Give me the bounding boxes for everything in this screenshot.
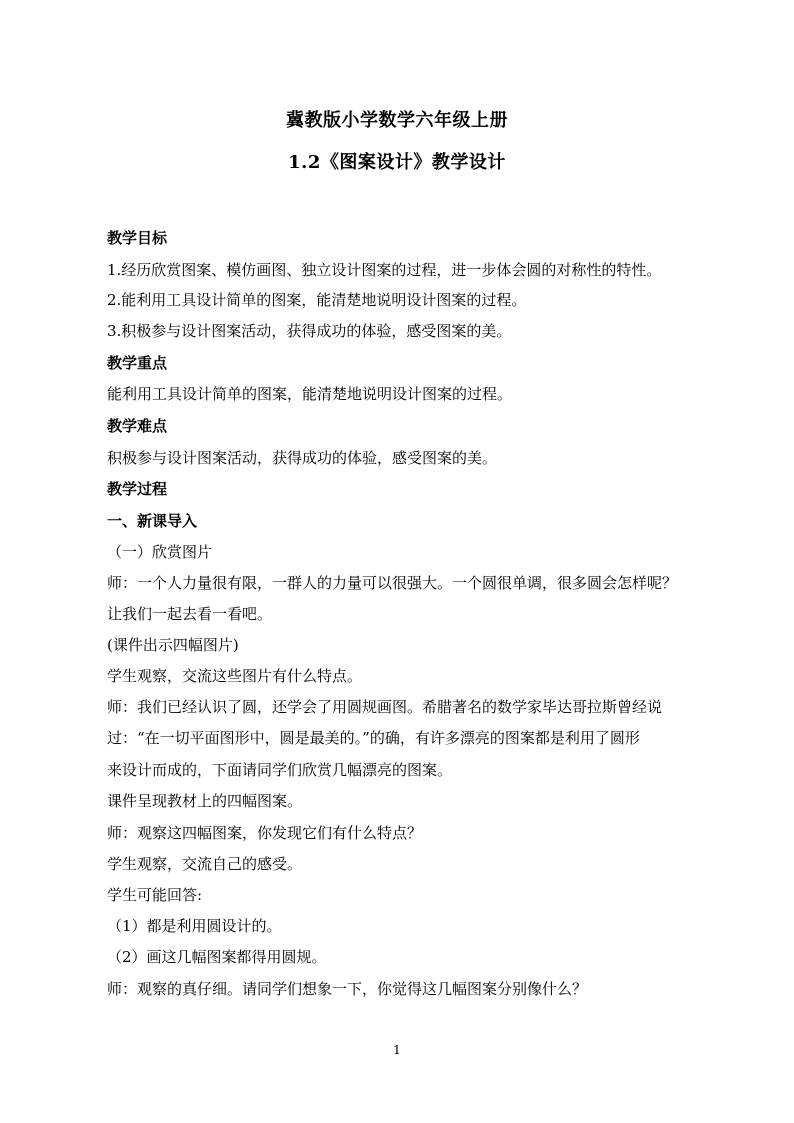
paragraph-line: 课件呈现教材上的四幅图案。	[107, 792, 303, 810]
paragraph-line: 过：“在一切平面图形中，圆是最美的。”的确，有许多漂亮的图案都是利用了圆形	[107, 729, 640, 747]
paragraph-line: 积极参与设计图案活动，获得成功的体验，感受图案的美。	[107, 449, 498, 467]
section-heading-process: 教学过程	[107, 480, 168, 498]
document-subtitle: 1.2《图案设计》教学设计	[288, 152, 506, 173]
paragraph-line: 学生可能回答:	[107, 886, 203, 904]
document-title: 冀教版小学数学六年级上册	[286, 110, 508, 131]
subsection-heading: 一、新课导入	[107, 512, 198, 530]
objective-item-1: 1.经历欣赏图案、模仿画图、独立设计图案的过程，进一步体会圆的对称性的特性。	[107, 261, 662, 279]
paragraph-line: 学生观察，交流这些图片有什么特点。	[107, 667, 363, 685]
section-heading-difficulties: 教学难点	[107, 417, 168, 435]
paragraph-line: (课件出示四幅图片)	[107, 636, 239, 654]
paragraph-line: 师：一个人力量很有限，一群人的力量可以很强大。一个圆很单调，很多圆会怎样呢？	[107, 574, 678, 592]
paragraph-line: 师：观察这四幅图案，你发现它们有什么特点？	[107, 824, 423, 842]
list-item: （2）画这几幅图案都得用圆规。	[107, 948, 327, 966]
page-number: 1	[393, 1043, 401, 1057]
subsection-heading: （一）欣赏图片	[107, 543, 213, 561]
objective-item-2: 2.能利用工具设计简单的图案，能清楚地说明设计图案的过程。	[107, 291, 527, 309]
list-item: （1）都是利用圆设计的。	[107, 917, 282, 935]
section-heading-objectives: 教学目标	[107, 229, 168, 247]
paragraph-line: 学生观察，交流自己的感受。	[107, 855, 303, 873]
paragraph-line: 能利用工具设计简单的图案，能清楚地说明设计图案的过程。	[107, 385, 513, 403]
paragraph-line: 师：我们已经认识了圆，还学会了用圆规画图。希腊著名的数学家毕达哥拉斯曾经说	[107, 698, 663, 716]
section-heading-key-points: 教学重点	[107, 354, 168, 372]
paragraph-line: 让我们一起去看一看吧。	[107, 605, 273, 623]
paragraph-line: 来设计而成的，下面请同学们欣赏几幅漂亮的图案。	[107, 761, 453, 779]
paragraph-line: 师：观察的真仔细。请同学们想象一下，你觉得这几幅图案分别像什么？	[107, 980, 588, 998]
objective-item-3: 3.积极参与设计图案活动，获得成功的体验，感受图案的美。	[107, 322, 512, 340]
